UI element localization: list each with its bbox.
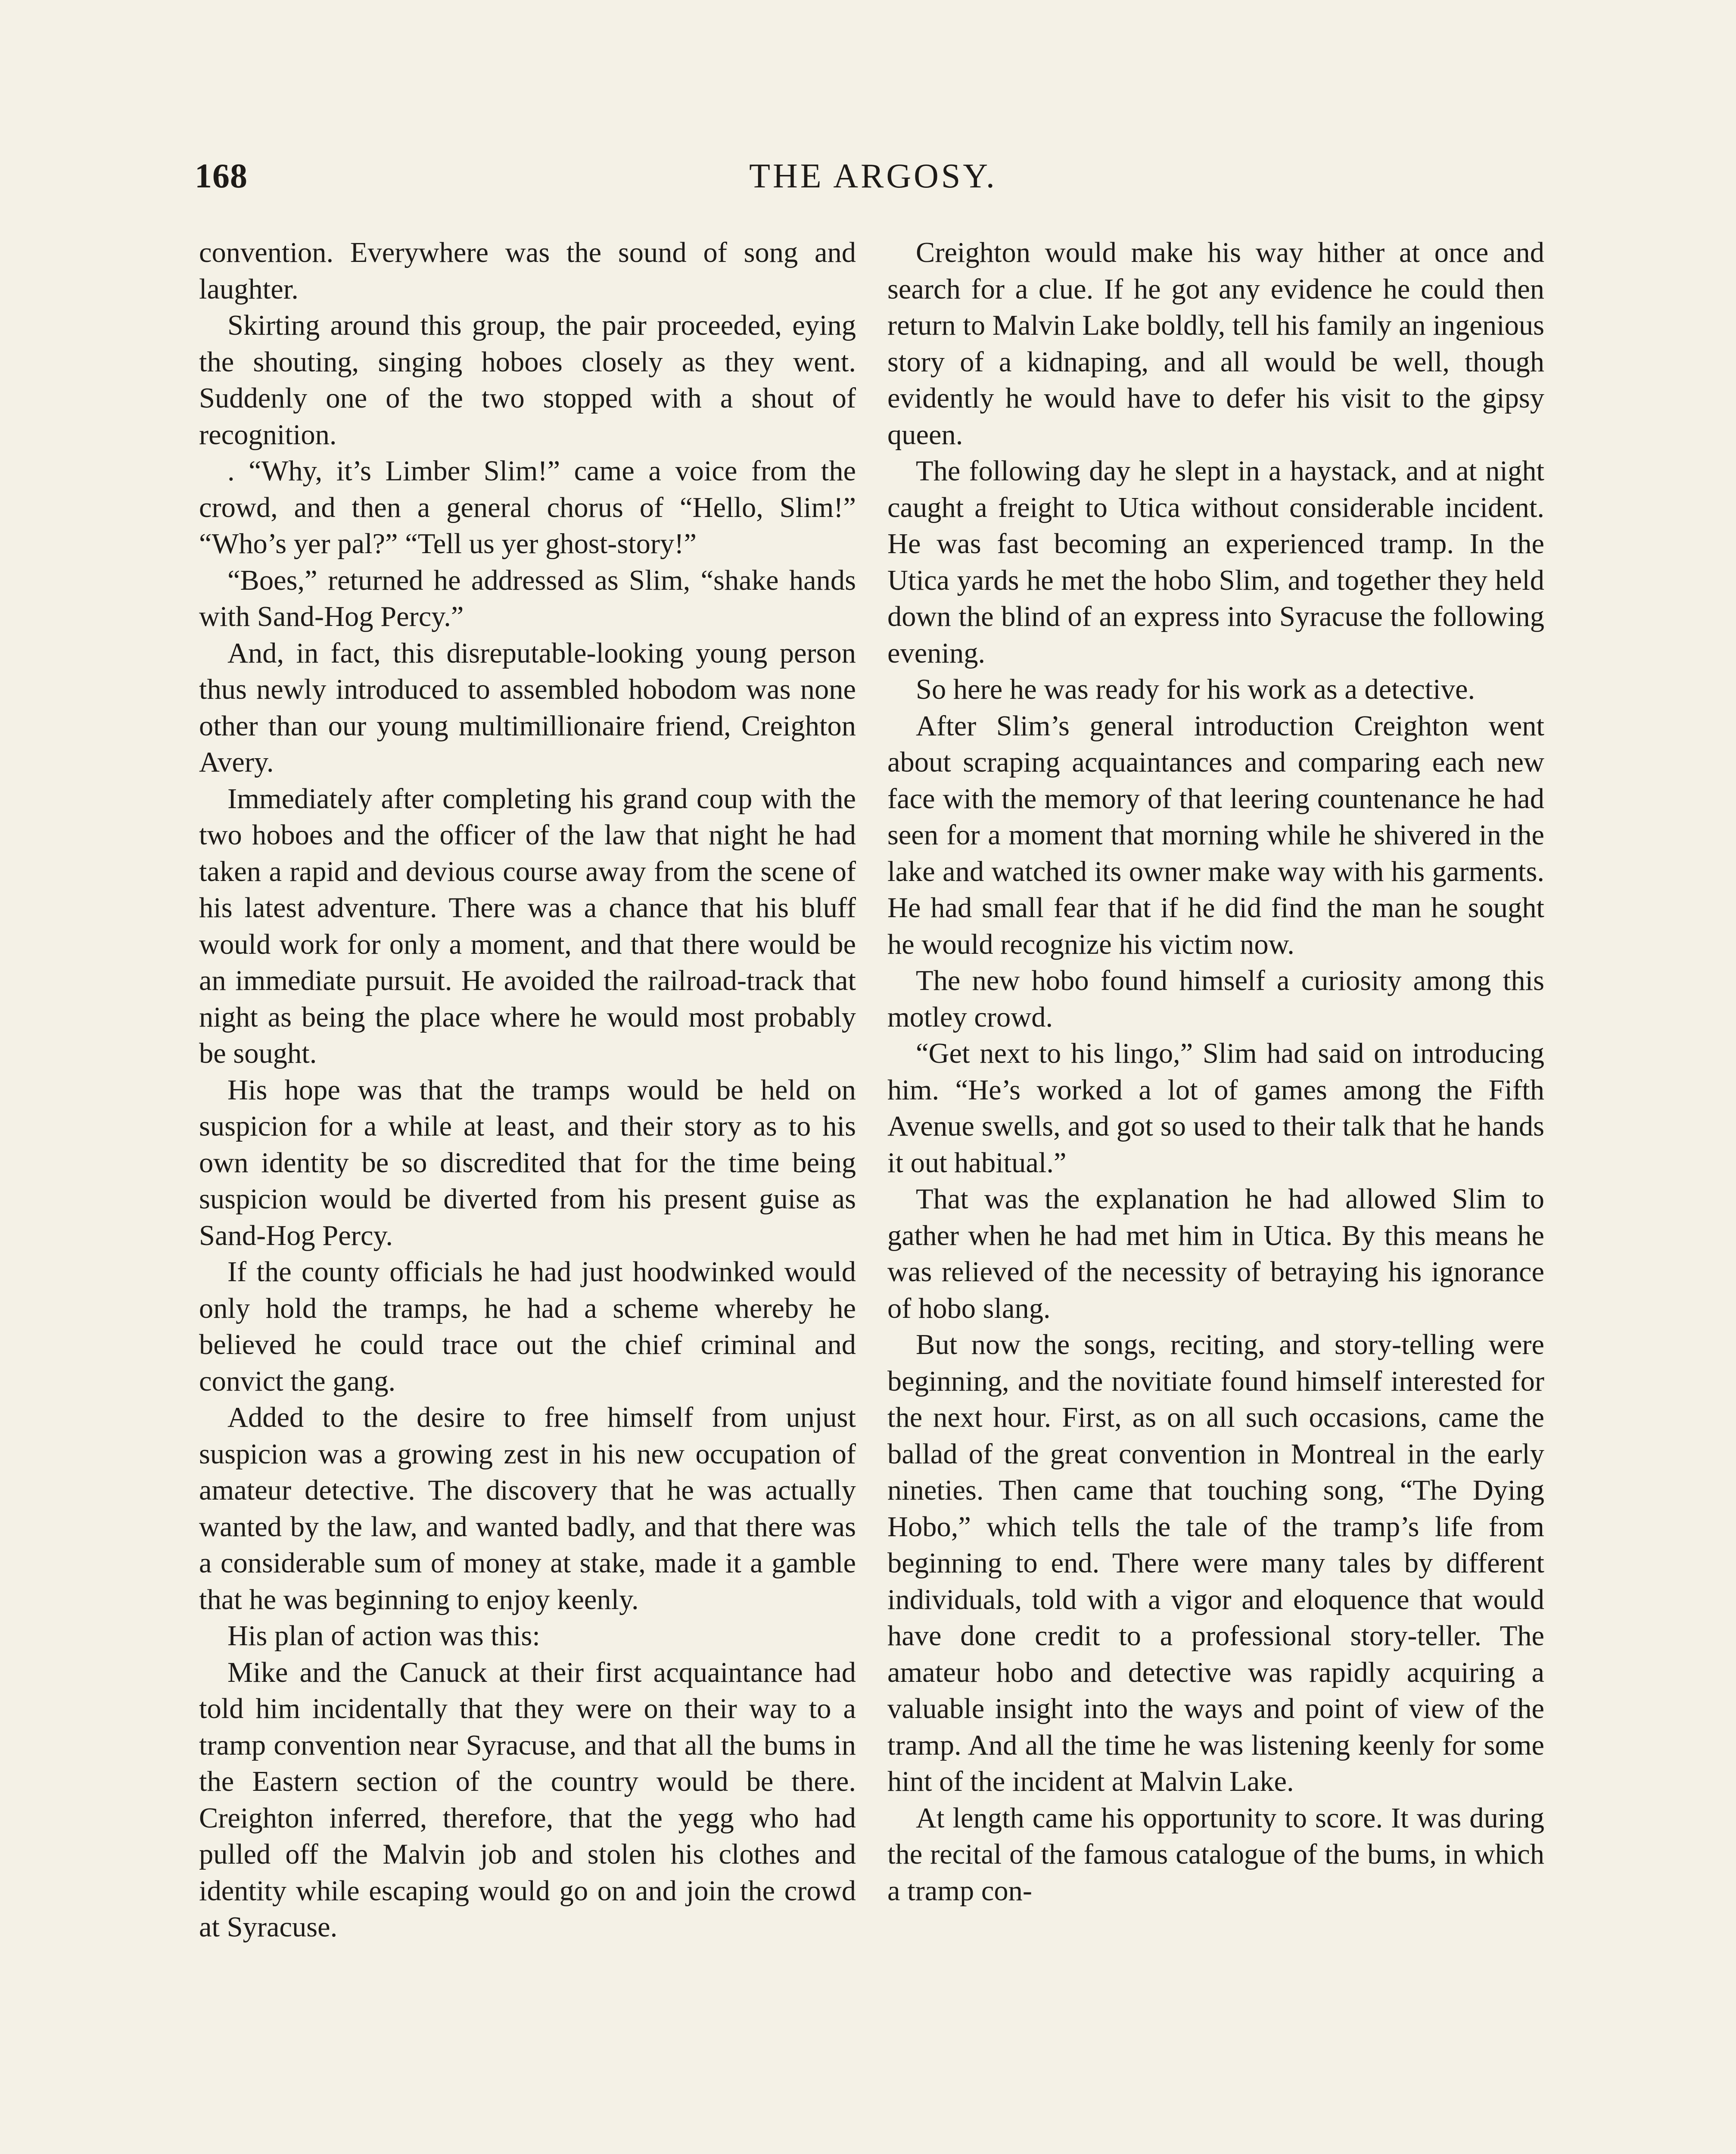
paragraph: Skirting around this group, the pair proceeded, eying the shouting, singing hoboes closely as they went. Suddenly one of the two stopped with a shout of recognition.: [199, 310, 856, 451]
paragraph: At length came his opportunity to score. It was during the recital of the famous catalogue of the bums, in which a tramp con-: [887, 1802, 1544, 1907]
paragraph: So here he was ready for his work as a detective.: [916, 674, 1475, 705]
paragraph: Mike and the Canuck at their first acquaintance had told him incidentally that they were on their way to a tramp convention near Syracuse, and that all the bums in the Eastern section of the country would be there. Creighton inferred, therefore, that the yegg who had pulled off the Malvin job and stolen his clothes and identity while escaping would go on and join the crowd at Syracuse.: [199, 1656, 856, 1943]
paragraph: Creighton would make his way hither at once and search for a clue. If he got any evidence he could then return to Malvin Lake boldly, tell his family an ingenious story of a kidnaping, and all would be well, though evidently he would have to defer his visit to the gipsy queen.: [887, 237, 1544, 451]
paragraph: . “Why, it’s Limber Slim!” came a voice from the crowd, and then a general chorus of “Hello, Slim!” “Who’s yer pal?” “Tell us yer ghost-story!”: [199, 455, 856, 560]
paragraph: Added to the desire to free himself from unjust suspicion was a growing zest in his new occupation of amateur detective. The discovery that he was actually wanted by the law, and wanted badly, and that there was a considerable sum of money at stake, made it a gamble that he was beginning to enjoy keenly.: [199, 1402, 856, 1616]
paragraph: But now the songs, reciting, and story-telling were beginning, and the novitiate found himself interested for the next hour. First, as on all such occasions, came the ballad of the great convention in Montreal in the early nineties. Then came that touching song, “The Dying Hobo,” which tells the tale of the tramp’s life from beginning to end. There were many tales by different individuals, told with a vigor and eloquence that would have done credit to a professional story-teller. The amateur hobo and detective was rapidly acquiring a valuable insight into the ways and point of view of the tramp. And all the time he was listening keenly for some hint of the incident at Malvin Lake.: [887, 1329, 1544, 1797]
page-number: 168: [195, 157, 248, 195]
paragraph: “Boes,” returned he addressed as Slim, “shake hands with Sand-Hog Percy.”: [199, 564, 856, 632]
page-header: [195, 157, 1552, 204]
left-column: [199, 235, 856, 1946]
paragraph: After Slim’s general introduction Creighton went about scraping acquaintances and comparing each new face with the memory of that leering countenance he had seen for a moment that morning while he shivered in the lake and watched its owner make way with his garments. He had small fear that if he did find the man he sought he would recognize his victim now.: [887, 710, 1544, 960]
paragraph: Immediately after completing his grand coup with the two hoboes and the officer of the law that night he had taken a rapid and devious course away from the scene of his latest adventure. There was a chance that his bluff would work for only a moment, and that there would be an immediate pursuit. He avoided the railroad-track that night as being the place where he would most probably be sought.: [199, 783, 856, 1069]
paragraph: “Get next to his lingo,” Slim had said on introducing him. “He’s worked a lot of games among the Fifth Avenue swells, and got so used to their talk that he hands it out habitual.”: [887, 1038, 1544, 1179]
paragraph: The following day he slept in a haystack, and at night caught a freight to Utica without considerable incident. He was fast becoming an experienced tramp. In the Utica yards he met the hobo Slim, and together they held down the blind of an express into Syracuse the following evening.: [887, 455, 1544, 669]
right-column: [887, 235, 1544, 1909]
paragraph: That was the explanation he had allowed Slim to gather when he had met him in Utica. By this means he was relieved of the necessity of betraying his ignorance of hobo slang.: [887, 1183, 1544, 1324]
paragraph: If the county officials he had just hoodwinked would only hold the tramps, he had a scheme whereby he believed he could trace out the chief criminal and convict the gang.: [199, 1256, 856, 1397]
paragraph: convention. Everywhere was the sound of song and laughter.: [199, 237, 856, 305]
paragraph: The new hobo found himself a curiosity among this motley crowd.: [887, 965, 1544, 1033]
paragraph: His hope was that the tramps would be held on suspicion for a while at least, and their story as to his own identity be so discredited that for the time being suspicion would be diverted from his present guise as Sand-Hog Percy.: [199, 1074, 856, 1251]
paragraph: His plan of action was this:: [227, 1620, 540, 1652]
running-title: THE ARGOSY.: [749, 157, 997, 195]
paragraph: And, in fact, this disreputable-looking young person thus newly introduced to assembled hobodom was none other than our young multimillionaire friend, Creighton Avery.: [199, 637, 856, 778]
